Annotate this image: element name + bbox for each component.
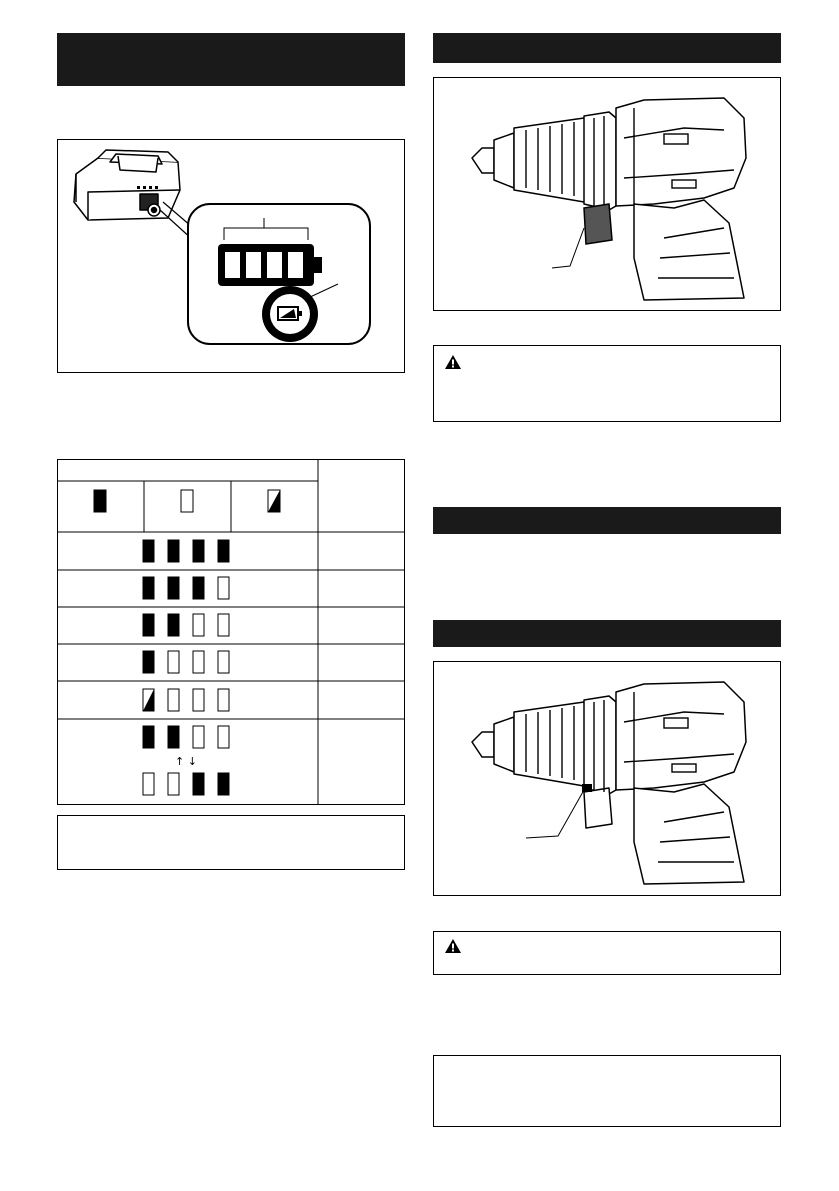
right-section-header-3 [433, 620, 781, 647]
indicator-row-5 [143, 689, 229, 711]
legend-blinking-lamp [268, 490, 280, 512]
right-section-header-2 [433, 507, 781, 534]
drill-trigger-illustration [434, 78, 779, 309]
legend-off-lamp [181, 490, 193, 512]
battery-cartridge-illustration [58, 140, 403, 371]
left-note-box [57, 815, 405, 870]
drill-lamp-illustration [434, 662, 779, 894]
indicator-row-3 [143, 614, 229, 636]
indicator-row-4 [143, 651, 229, 673]
right-note-box [433, 1055, 781, 1127]
warning-triangle-icon [444, 354, 462, 370]
indicator-row-6 [143, 726, 229, 795]
drill-trigger-figure [433, 77, 781, 311]
legend-lit-lamp [94, 490, 106, 512]
right-section-header-1 [433, 33, 781, 63]
drill-lamp-figure [433, 661, 781, 896]
warning-triangle-icon [444, 938, 462, 954]
indicator-table-grid [57, 459, 405, 805]
indicator-row-2 [143, 577, 229, 599]
battery-indicator-figure [57, 139, 405, 373]
battery-indicator-table [57, 459, 405, 805]
warning-box-1 [433, 345, 781, 422]
warning-box-2 [433, 931, 781, 975]
left-section-header [57, 33, 405, 86]
indicator-row-1 [143, 540, 229, 562]
alternating-arrows: ↑ ↓ [175, 755, 197, 768]
